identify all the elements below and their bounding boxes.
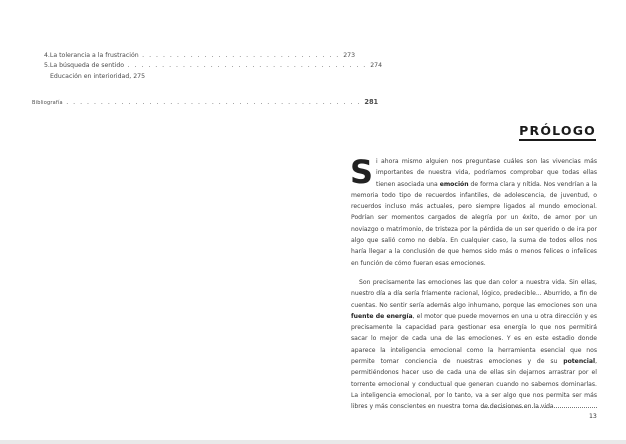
footer-divider xyxy=(481,407,597,408)
page-title: PRÓLOGO xyxy=(519,123,596,141)
toc-entry-page: 274 xyxy=(370,62,383,69)
toc-entry-page: 273 xyxy=(343,52,356,59)
toc-subentry: Educación en interioridad, 275 xyxy=(50,73,146,80)
emphasis: potencial xyxy=(563,358,596,366)
toc-entry: 4.La tolerancia a la frustración . . . . . . . . . . . . . . . . . . . . . . . . . . . . . 273 xyxy=(44,52,356,59)
body-text xyxy=(350,153,598,413)
toc-bibliography-page: 281 xyxy=(364,98,379,106)
toc-bibliography-label: Bibliografía xyxy=(32,100,63,106)
toc-entry-label: 5.La búsqueda de sentido xyxy=(44,62,125,69)
toc-bibliography: Bibliografía . . . . . . . . . . . . . . . . . . . . . . . . . . . . . . . . . . . . . . . . . . . 281 xyxy=(32,98,379,106)
toc-entry-label: 4.La tolerancia a la frustración xyxy=(44,52,139,59)
emphasis: fuente de energía xyxy=(351,312,413,320)
emphasis: emoción xyxy=(439,180,469,188)
prologue-page xyxy=(313,0,626,440)
page-number: 13 xyxy=(589,413,597,420)
page-edge xyxy=(0,440,626,444)
drop-cap: S xyxy=(350,153,374,191)
paragraph: Son precisamente las emociones las que dan color a nuestra vida. Sin ellas, nuestro día a día sería fríamente racional, lógico, predecible... Aburrido, a fin de cuentas. No sentir sería además algo inhumano, porque las emociones son una fuente de energía, el motor que puede movernos en una u otra dirección y es precisamente la capacidad para gestionar esa energía lo que nos permitirá sacar lo mejor de cada una de las emociones. Y es en este estadio donde aparece la inteligencia emocional como la herramienta esencial que nos permite tomar conciencia de nuestras emociones y de su potencial, permitiéndonos hacer uso de cada una de ellas sin dejarnos arrastrar por el torrente emocional y conductual que generan cuando no sabemos dominarlas. La inteligencia emocional, por lo tanto, va a ser algo que nos permita ser más libres y más conscientes en nuestra toma de decisiones en la vida. xyxy=(351,278,597,411)
paragraph: Si ahora mismo alguien nos preguntase cuáles son las vivencias más importantes de nuestra vida, podríamos comprobar que todas ellas tienen asociada una emoción de forma clara y nítida. Nos vendrían a la memoria todo tipo de recuerdos infantiles, de adolescencia, de juventud, o recuerdos incluso más actuales, pero siempre ligados al mundo emocional. Podrían ser momentos cargados de alegría por un éxito, de amor por un noviazgo o matrimonio, de tristeza por la pérdida de un ser querido o de ira por algo que salió como no debía. En cualquier caso, la suma de todos ellos nos haría llegar a la conclusión de que hemos sido más o menos felices o infelices en función de cómo fueran esas emociones. xyxy=(350,153,598,267)
toc-entry: 5.La búsqueda de sentido . . . . . . . . . . . . . . . . . . . . . . . . . . . . . . . . . . . 274 xyxy=(44,62,383,69)
